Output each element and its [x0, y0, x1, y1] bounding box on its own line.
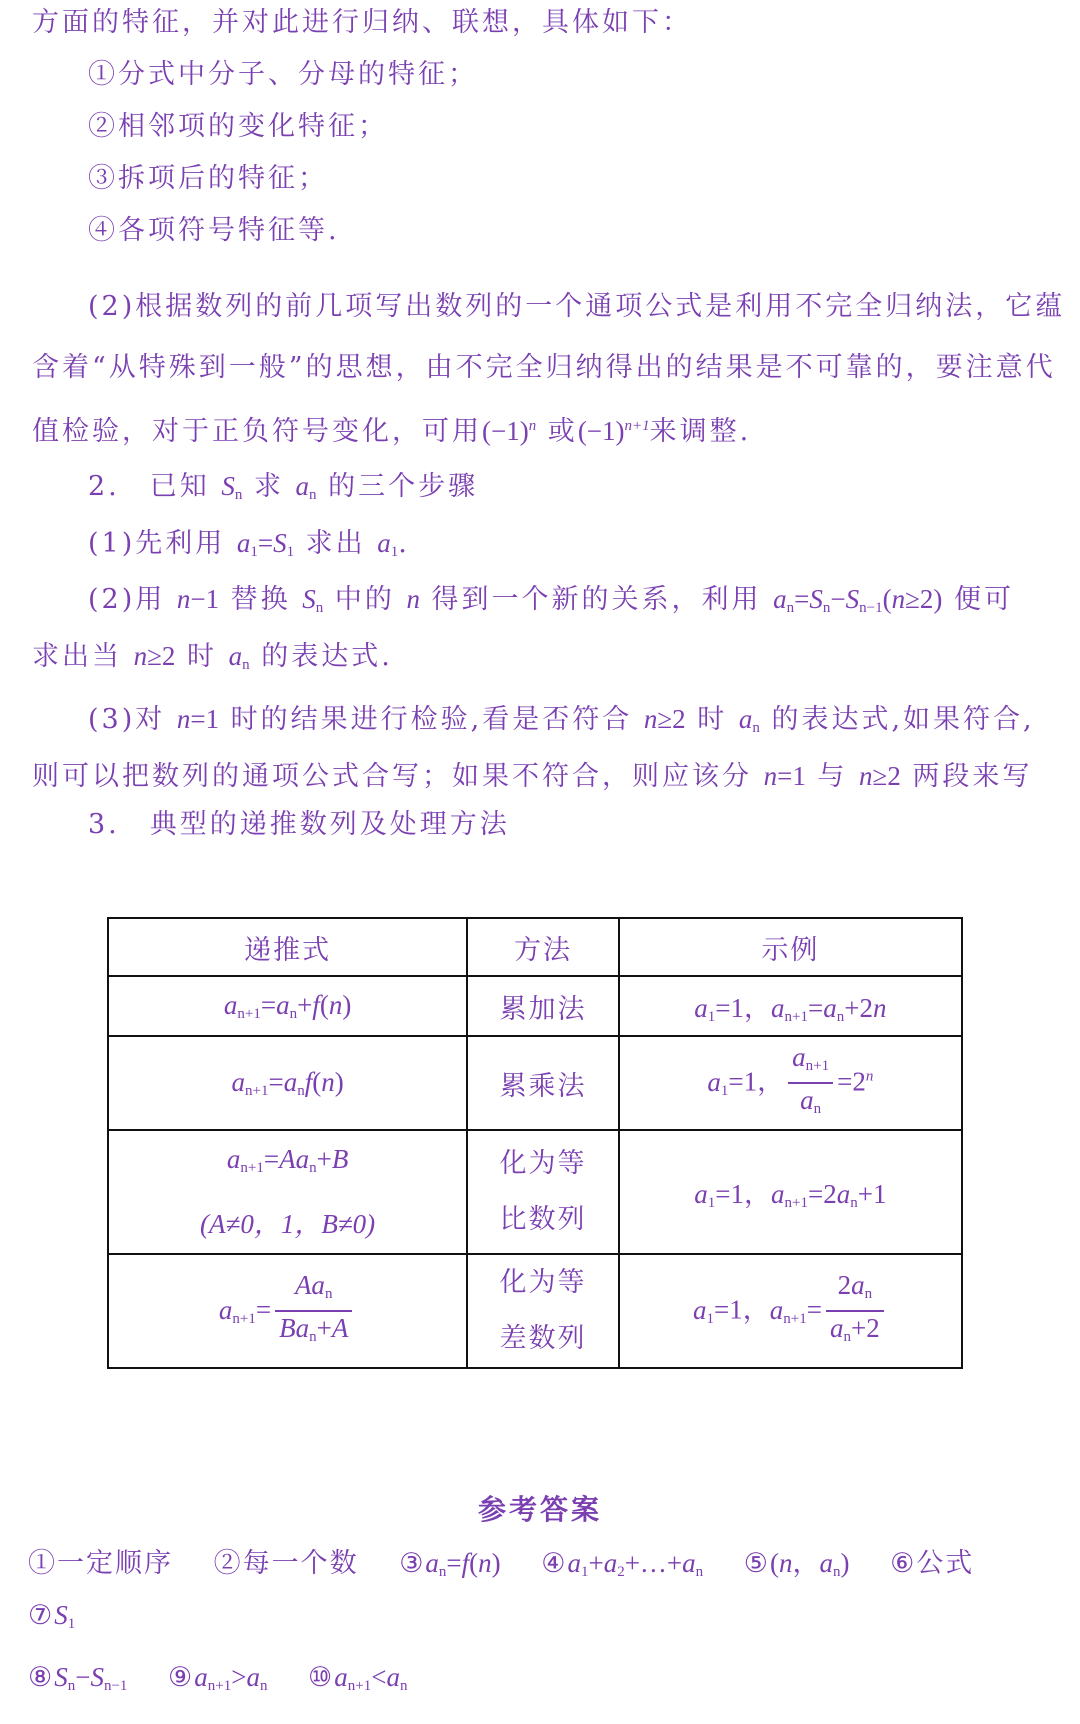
text-span: 求出当	[32, 641, 122, 672]
text-span: 时的结果进行检验,看是否符合	[230, 704, 633, 735]
answer-item: $⑧S_n-S_{n-1}$	[28, 1662, 128, 1694]
recurrence-table	[107, 917, 963, 1369]
text-span: 便可	[953, 584, 1014, 615]
text-line: ①分式中分子、分母的特征；	[88, 59, 478, 90]
answer-item: ①一定顺序	[28, 1548, 173, 1579]
text-span: (3)对	[88, 704, 166, 735]
text-span: 得到一个新的关系，利用	[431, 584, 762, 615]
answers-line	[28, 1543, 974, 1592]
text-span: 替换	[230, 584, 291, 615]
condition-text: (A≠0，1，B≠0)	[200, 1209, 376, 1239]
answers-line	[28, 1657, 437, 1706]
text-span: 求	[253, 471, 284, 502]
answer-item: ⑤(n，$a_n$)	[743, 1548, 850, 1580]
answer-item: ⑥公式	[890, 1548, 975, 1579]
answer-item: ②每一个数	[213, 1548, 359, 1579]
text-line: 则可以把数列的通项公式合写；如果不符合，则应该分 n=1 与 n≥2 两段来写	[32, 761, 1033, 792]
formula-cell: $a_{n+1}=Aa_n+B$ (A≠0，1，B≠0)	[108, 1130, 467, 1254]
table-row	[108, 1036, 962, 1130]
answers-line	[28, 1595, 105, 1644]
header-cell: 示例	[619, 918, 962, 976]
text-span: (1)先利用	[88, 528, 226, 559]
answer-item: $⑦S_1$	[28, 1600, 76, 1632]
example-cell: $a_1=1$，$a_{n+1}=a_n+2n$	[619, 976, 962, 1036]
text-line: 含着“从特殊到一般”的思想，由不完全归纳得出的结果是不可靠的，要注意代	[32, 352, 1056, 383]
formula-cell: $a_{n+1}=$ $\frac{Aa_n}{Ba_n+A}$	[108, 1254, 467, 1368]
formula-cell: $a_{n+1}=a_nf(n)$	[108, 1036, 467, 1130]
formula-cell: $a_{n+1}=a_n+f(n)$	[108, 976, 467, 1036]
method-cell	[467, 1254, 619, 1368]
text-line: 求出当 n≥2 时 $a_n$ 的表达式.	[32, 641, 393, 673]
table-row	[108, 1254, 962, 1368]
text-line: 2. 已知 $S_n$ 求 $a_n$ 的三个步骤	[88, 471, 479, 503]
text-span: 求出	[305, 528, 366, 559]
method-cell	[467, 1130, 619, 1254]
text-span: 值检验，对于正负符号变化，可用	[32, 416, 482, 447]
text-span: 的表达式.	[261, 641, 393, 672]
text-line: 3. 典型的递推数列及处理方法	[88, 809, 510, 840]
text-line: (1)先利用 $a_1=S_1$ 求出 $a_1$.	[88, 528, 410, 560]
header-cell: 方法	[467, 918, 619, 976]
text-line: 值检验，对于正负符号变化，可用$(-1)^n$ 或$(-1)^{n+1}$来调整.	[32, 416, 752, 447]
method-line: 化为等	[499, 1148, 587, 1179]
text-span: 两段来写	[912, 761, 1033, 792]
method-line: 化为等	[499, 1267, 587, 1298]
text-line: ③拆项后的特征；	[88, 163, 328, 194]
text-line: ④各项符号特征等.	[88, 215, 340, 246]
text-line: ②相邻项的变化特征；	[88, 111, 388, 142]
answer-item: $③a_n=f(n)$	[399, 1548, 501, 1580]
method-cell: 累乘法	[467, 1036, 619, 1130]
example-cell: $a_1=1$，$a_{n+1}=$ $\frac{2a_n}{a_n+2}$	[619, 1254, 962, 1368]
text-span: 的三个步骤	[328, 471, 479, 502]
method-cell: 累加法	[467, 976, 619, 1036]
text-span: 则可以把数列的通项公式合写；如果不符合，则应该分	[32, 761, 752, 792]
answers-title: 参考答案	[477, 1493, 602, 1526]
text-line: 方面的特征，并对此进行归纳、联想，具体如下：	[32, 7, 692, 38]
text-span: 来调整.	[649, 416, 752, 447]
table-row	[108, 1130, 962, 1254]
answer-item: $⑩a_{n+1}<a_n$	[308, 1662, 408, 1694]
answer-item: $⑨a_{n+1}>a_n$	[168, 1662, 268, 1694]
text-line: (3)对 n=1 时的结果进行检验,看是否符合 n≥2 时 $a_n$ 的表达式,如果符合,	[88, 704, 1035, 736]
text-line: (2)用 n−1 替换 $S_n$ 中的 n 得到一个新的关系，利用 $a_n=S_n-S_{n-1}(n\ge 2)$ 便可	[88, 584, 1014, 616]
example-cell: $a_1=1$， $\frac{a_{n+1}}{a_n}$ $=2^n$	[619, 1036, 962, 1130]
text-span: 的表达式,如果符合,	[771, 704, 1035, 735]
text-span: 时	[187, 641, 218, 672]
method-line: 差数列	[499, 1323, 587, 1354]
header-cell: 递推式	[108, 918, 467, 976]
text-line: (2)根据数列的前几项写出数列的一个通项公式是利用不完全归纳法，它蕴	[88, 291, 1066, 322]
method-line: 比数列	[499, 1204, 587, 1235]
answer-item: $④a_1+a_2+\dots+a_n$	[541, 1548, 704, 1580]
text-span: 中的	[334, 584, 395, 615]
text-span: 2. 已知	[88, 471, 210, 502]
text-span: 与	[817, 761, 848, 792]
table-header-row	[108, 918, 962, 976]
text-span: (2)用	[88, 584, 166, 615]
text-span: 时	[697, 704, 728, 735]
example-cell: $a_1=1$，$a_{n+1}=2a_n+1$	[619, 1130, 962, 1254]
table-row	[108, 976, 962, 1036]
